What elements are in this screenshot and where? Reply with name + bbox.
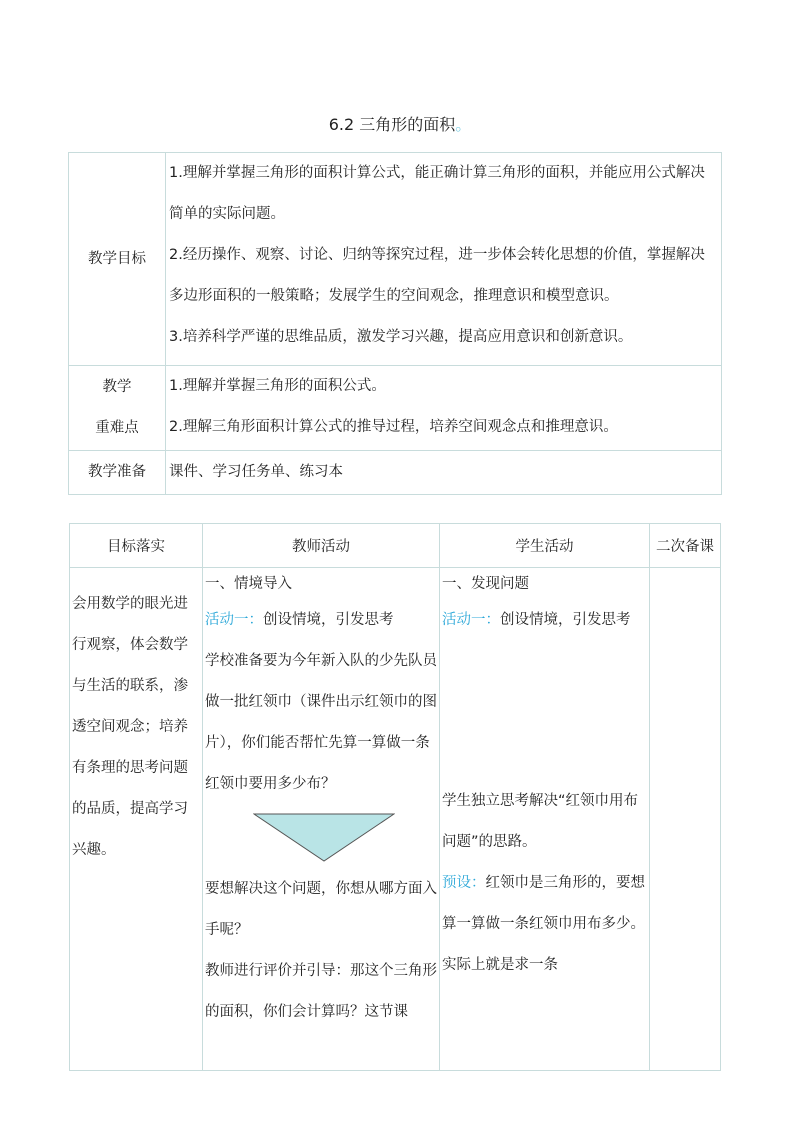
key-points-label bbox=[69, 366, 166, 451]
goals-label: 教学目标 bbox=[69, 153, 166, 366]
student-paragraph-1: 学生独立思考解决“红领巾用布问题”的思路。 bbox=[442, 793, 639, 850]
prep-label: 教学准备 bbox=[69, 451, 166, 495]
goal-cell: 会用数学的眼光进行观察，体会数学与生活的联系，渗透空间观念；培养有条理的思考问题的品质，提高学习兴趣。 bbox=[70, 568, 203, 1071]
page-title bbox=[0, 114, 800, 136]
teacher-cell bbox=[203, 568, 440, 1071]
key-points-content bbox=[166, 366, 722, 451]
red-scarf-triangle-image bbox=[253, 813, 395, 863]
title-mark: 。 bbox=[455, 115, 472, 134]
prep-row bbox=[69, 451, 722, 495]
notes-cell bbox=[650, 568, 721, 1071]
teacher-paragraph-3: 教师进行评价并引导：那这个三角形的面积，你们会计算吗？这节课 bbox=[205, 963, 437, 1020]
info-table bbox=[68, 152, 722, 495]
activity-header-row bbox=[70, 524, 721, 568]
student-cell bbox=[440, 568, 650, 1071]
header-student: 学生活动 bbox=[440, 524, 650, 568]
key-point-item: 1.理解并掌握三角形的面积公式。 bbox=[169, 378, 386, 394]
header-goal: 目标落实 bbox=[70, 524, 203, 568]
title-text: 6.2 三角形的面积 bbox=[328, 115, 456, 134]
key-label-line-2: 重难点 bbox=[95, 420, 139, 436]
header-teacher: 教师活动 bbox=[203, 524, 440, 568]
student-activity-line bbox=[442, 600, 647, 641]
teacher-paragraph-2: 要想解决这个问题，你想从哪方面入手呢？ bbox=[205, 881, 437, 938]
teacher-activity-label: 活动一： bbox=[205, 612, 263, 628]
student-spacer bbox=[442, 641, 647, 781]
student-preset-label: 预设： bbox=[442, 875, 486, 891]
goal-item: 2.经历操作、观察、讨论、归纳等探究过程，进一步体会转化思想的价值，掌握解决多边形面积的一般策略；发展学生的空间观念，推理意识和模型意识。 bbox=[169, 247, 705, 304]
key-points-row bbox=[69, 366, 722, 451]
activity-row bbox=[70, 568, 721, 1071]
student-activity-label: 活动一： bbox=[442, 612, 500, 628]
student-preset-text: 红领巾是三角形的，要想算一算做一条红领巾用布多少。实际上就是求一条 bbox=[442, 875, 645, 973]
key-label-line-1: 教学 bbox=[102, 379, 132, 395]
teacher-activity-text: 创设情境，引发思考 bbox=[263, 612, 394, 628]
activity-table bbox=[69, 523, 721, 1071]
header-notes: 二次备课 bbox=[650, 524, 721, 568]
teacher-paragraph-1: 学校准备要为今年新入队的少先队员做一批红领巾（课件出示红领巾的图片），你们能否帮忙先算一算做一条红领巾要用多少布？ bbox=[205, 653, 437, 792]
goal-item: 1.理解并掌握三角形的面积计算公式，能正确计算三角形的面积，并能应用公式解决简单的实际问题。 bbox=[169, 165, 705, 222]
prep-content: 课件、学习任务单、练习本 bbox=[166, 451, 722, 495]
student-section-title: 一、发现问题 bbox=[442, 576, 529, 592]
goal-item: 3.培养科学严谨的思维品质，激发学习兴趣，提高应用意识和创新意识。 bbox=[169, 329, 633, 345]
goals-row bbox=[69, 153, 722, 366]
teacher-section-title: 一、情境导入 bbox=[205, 576, 292, 592]
student-preset-line bbox=[442, 863, 647, 986]
key-point-item: 2.理解三角形面积计算公式的推导过程，培养空间观念点和推理意识。 bbox=[169, 419, 618, 435]
teacher-activity-line bbox=[205, 600, 437, 641]
goals-content bbox=[166, 153, 722, 366]
student-activity-text: 创设情境，引发思考 bbox=[500, 612, 631, 628]
